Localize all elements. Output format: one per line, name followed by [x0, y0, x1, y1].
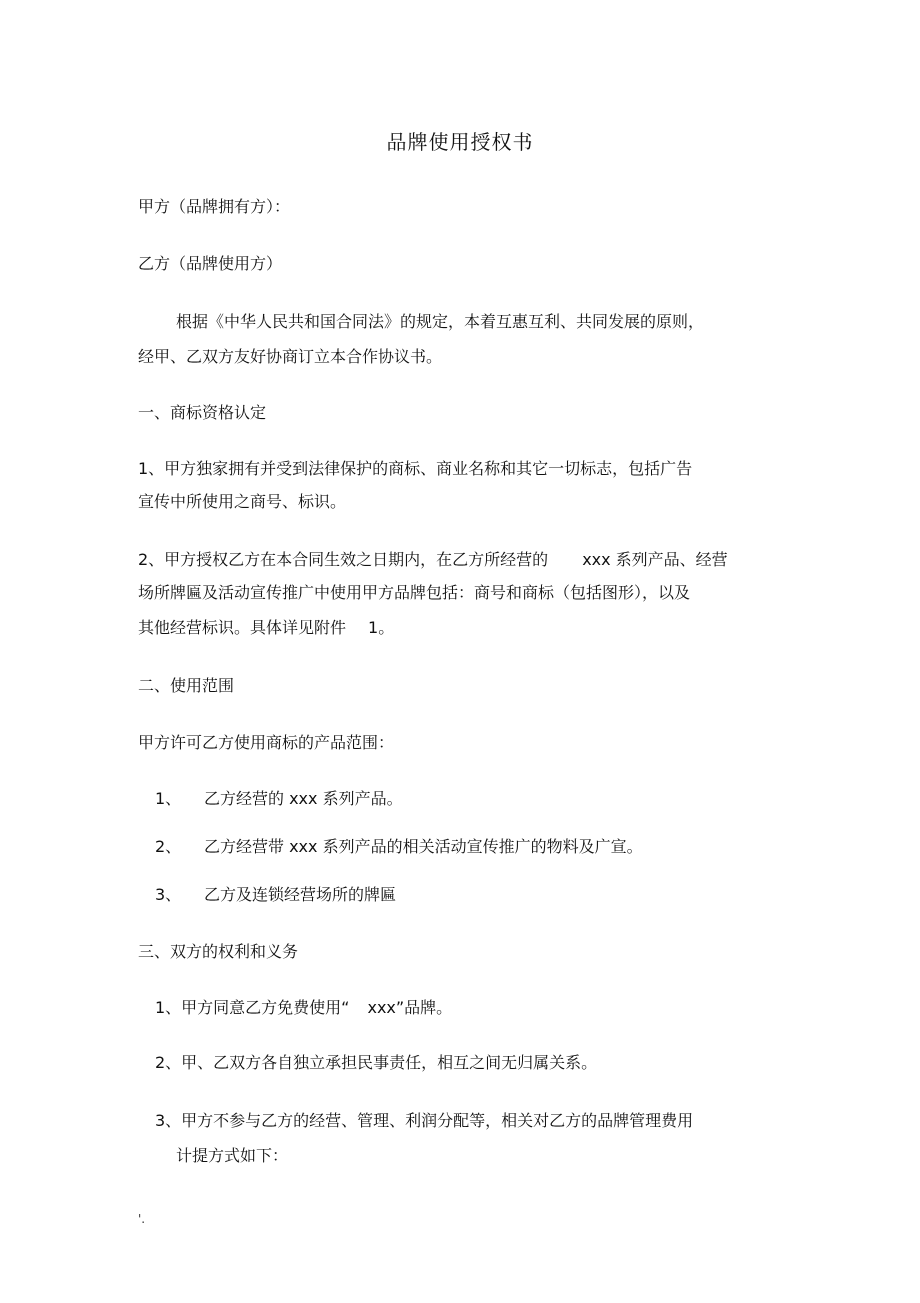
section-1-item-2-line-3 — [138, 617, 394, 639]
section-2-item-1-text: 乙方经营的 xxx 系列产品。 — [204, 789, 403, 808]
section-1-item-2-line-1-part-a: 2、甲方授权乙方在本合同生效之日期内，在乙方所经营的 — [138, 550, 549, 569]
section-1-item-2-line-3-part-b: 1。 — [368, 618, 395, 637]
section-2-intro: 甲方许可乙方使用商标的产品范围： — [138, 733, 395, 752]
section-2-heading: 二、使用范围 — [138, 676, 235, 695]
section-2-item-3-text: 乙方及连锁经营场所的牌匾 — [204, 885, 397, 904]
section-3-item-2: 2、甲、乙双方各自独立承担民事责任，相互之间无归属关系。 — [155, 1053, 598, 1072]
section-2-item-2-number: 2、 — [155, 837, 182, 856]
section-1-item-2-line-3-part-a: 其他经营标识。具体详见附件 — [138, 618, 347, 637]
section-1-item-2-line-1 — [138, 549, 728, 571]
section-2-item-3-number: 3、 — [155, 885, 182, 904]
preamble-line-2: 经甲、乙双方友好协商订立本合作协议书。 — [138, 347, 443, 366]
section-1-item-1-line-2: 宣传中所使用之商号、标识。 — [138, 492, 347, 511]
section-2-item-1-number: 1、 — [155, 789, 182, 808]
section-3-item-1-part-a: 1、甲方同意乙方免费使用“ — [155, 998, 350, 1017]
section-3-item-3-line-1: 3、甲方不参与乙方的经营、管理、利润分配等，相关对乙方的品牌管理费用 — [155, 1111, 694, 1130]
party-a-line: 甲方（品牌拥有方）： — [138, 197, 291, 216]
party-b-line: 乙方（品牌使用方） — [138, 254, 283, 273]
preamble-line-1: 根据《中华人民共和国合同法》的规定，本着互惠互利、共同发展的原则， — [176, 312, 705, 331]
page-footer-mark: '. — [138, 1212, 146, 1226]
section-3-item-1 — [155, 997, 452, 1019]
section-3-item-3-line-2: 计提方式如下： — [176, 1146, 289, 1165]
document-title: 品牌使用授权书 — [386, 130, 534, 154]
section-1-item-1-line-1: 1、甲方独家拥有并受到法律保护的商标、商业名称和其它一切标志，包括广告 — [138, 459, 693, 478]
section-3-heading: 三、双方的权利和义务 — [138, 942, 299, 961]
section-1-item-2-line-2: 场所牌匾及活动宣传推广中使用甲方品牌包括：商号和商标（包括图形），以及 — [138, 583, 691, 602]
section-1-heading: 一、商标资格认定 — [138, 403, 267, 422]
section-3-item-1-part-b: xxx”品牌。 — [367, 998, 453, 1017]
section-1-item-2-line-1-part-b: xxx 系列产品、经营 — [582, 550, 728, 569]
section-2-item-2-text: 乙方经营带 xxx 系列产品的相关活动宣传推广的物料及广宣。 — [204, 837, 643, 856]
